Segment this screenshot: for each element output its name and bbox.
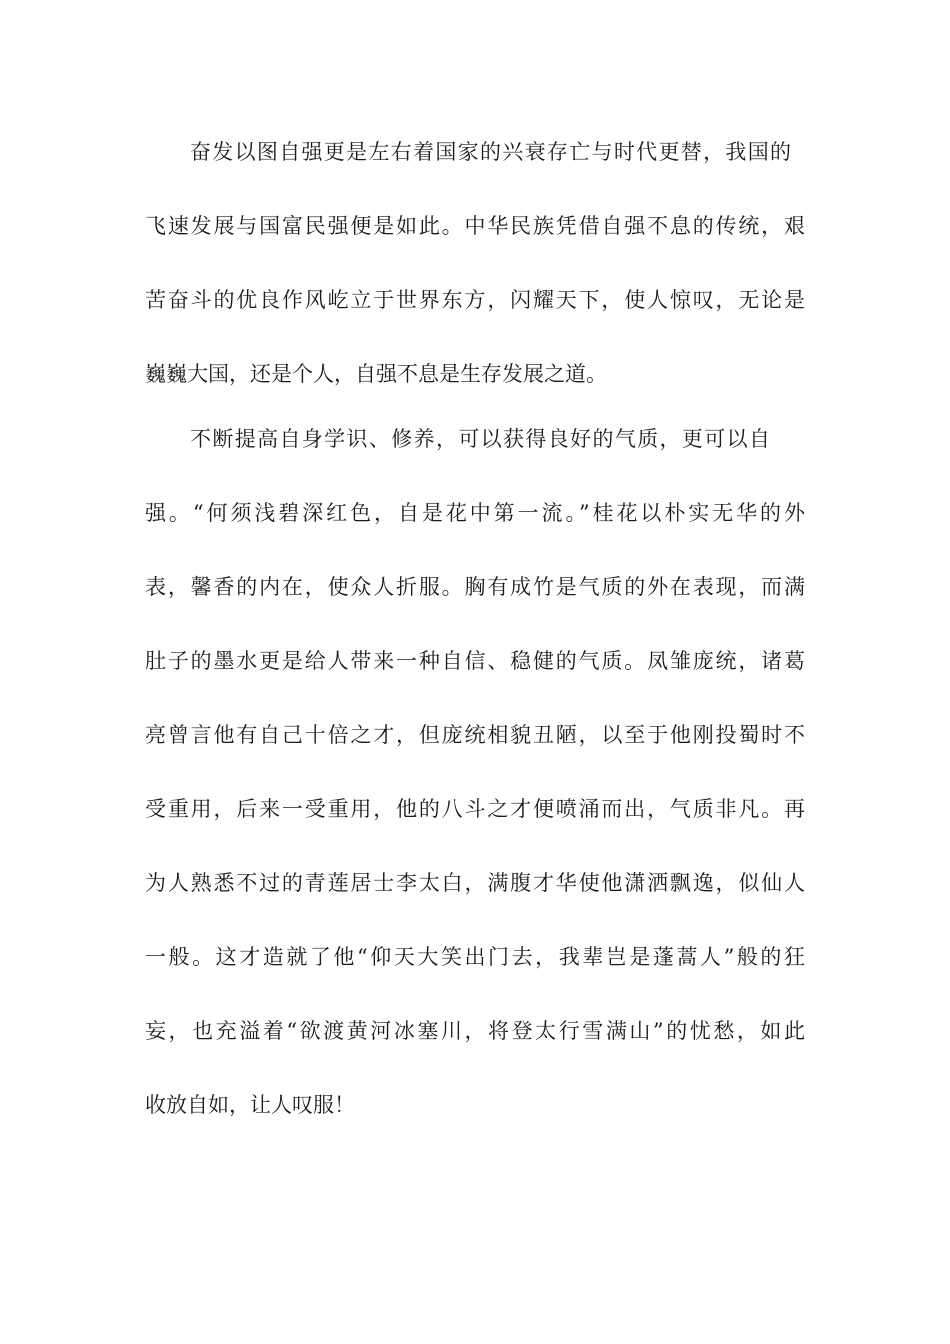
paragraph-2-line-1: 不断提高自身学识、修养，可以获得良好的气质，更可以自 xyxy=(190,427,770,451)
paragraph-2-line-3: 表，馨香的内在，使众人折服。胸有成竹是气质的外在表现，而满 xyxy=(145,575,805,599)
paragraph-1-line-3: 苦奋斗的优良作风屹立于世界东方，闪耀天下，使人惊叹，无论是 xyxy=(145,288,805,312)
paragraph-2-line-10: 收放自如，让人叹服！ xyxy=(145,1093,355,1117)
paragraph-2-line-9: 妄，也充溢着“欲渡黄河冰塞川，将登太行雪满山”的忧愁，如此 xyxy=(145,1019,805,1043)
paragraph-1-line-2: 飞速发展与国富民强便是如此。中华民族凭借自强不息的传统，艰 xyxy=(145,214,805,238)
paragraph-2-line-4: 肚子的墨水更是给人带来一种自信、稳健的气质。凤雏庞统，诸葛 xyxy=(145,649,805,673)
paragraph-1-line-1: 奋发以图自强更是左右着国家的兴衰存亡与时代更替，我国的 xyxy=(190,140,791,164)
paragraph-2-line-8: 一般。这才造就了他“仰天大笑出门去，我辈岂是蓬蒿人”般的狂 xyxy=(145,945,805,969)
paragraph-2-line-6: 受重用，后来一受重用，他的八斗之才便喷涌而出，气质非凡。再 xyxy=(145,797,805,821)
paragraph-2-line-7: 为人熟悉不过的青莲居士李太白，满腹才华使他潇洒飘逸，似仙人 xyxy=(145,871,805,895)
paragraph-2-line-5: 亮曾言他有自己十倍之才，但庞统相貌丑陋，以至于他刚投蜀时不 xyxy=(145,723,805,747)
paragraph-2-line-2: 强。“何须浅碧深红色，自是花中第一流。”桂花以朴实无华的外 xyxy=(145,501,805,525)
paragraph-1-line-4: 巍巍大国，还是个人，自强不息是生存发展之道。 xyxy=(145,362,607,386)
